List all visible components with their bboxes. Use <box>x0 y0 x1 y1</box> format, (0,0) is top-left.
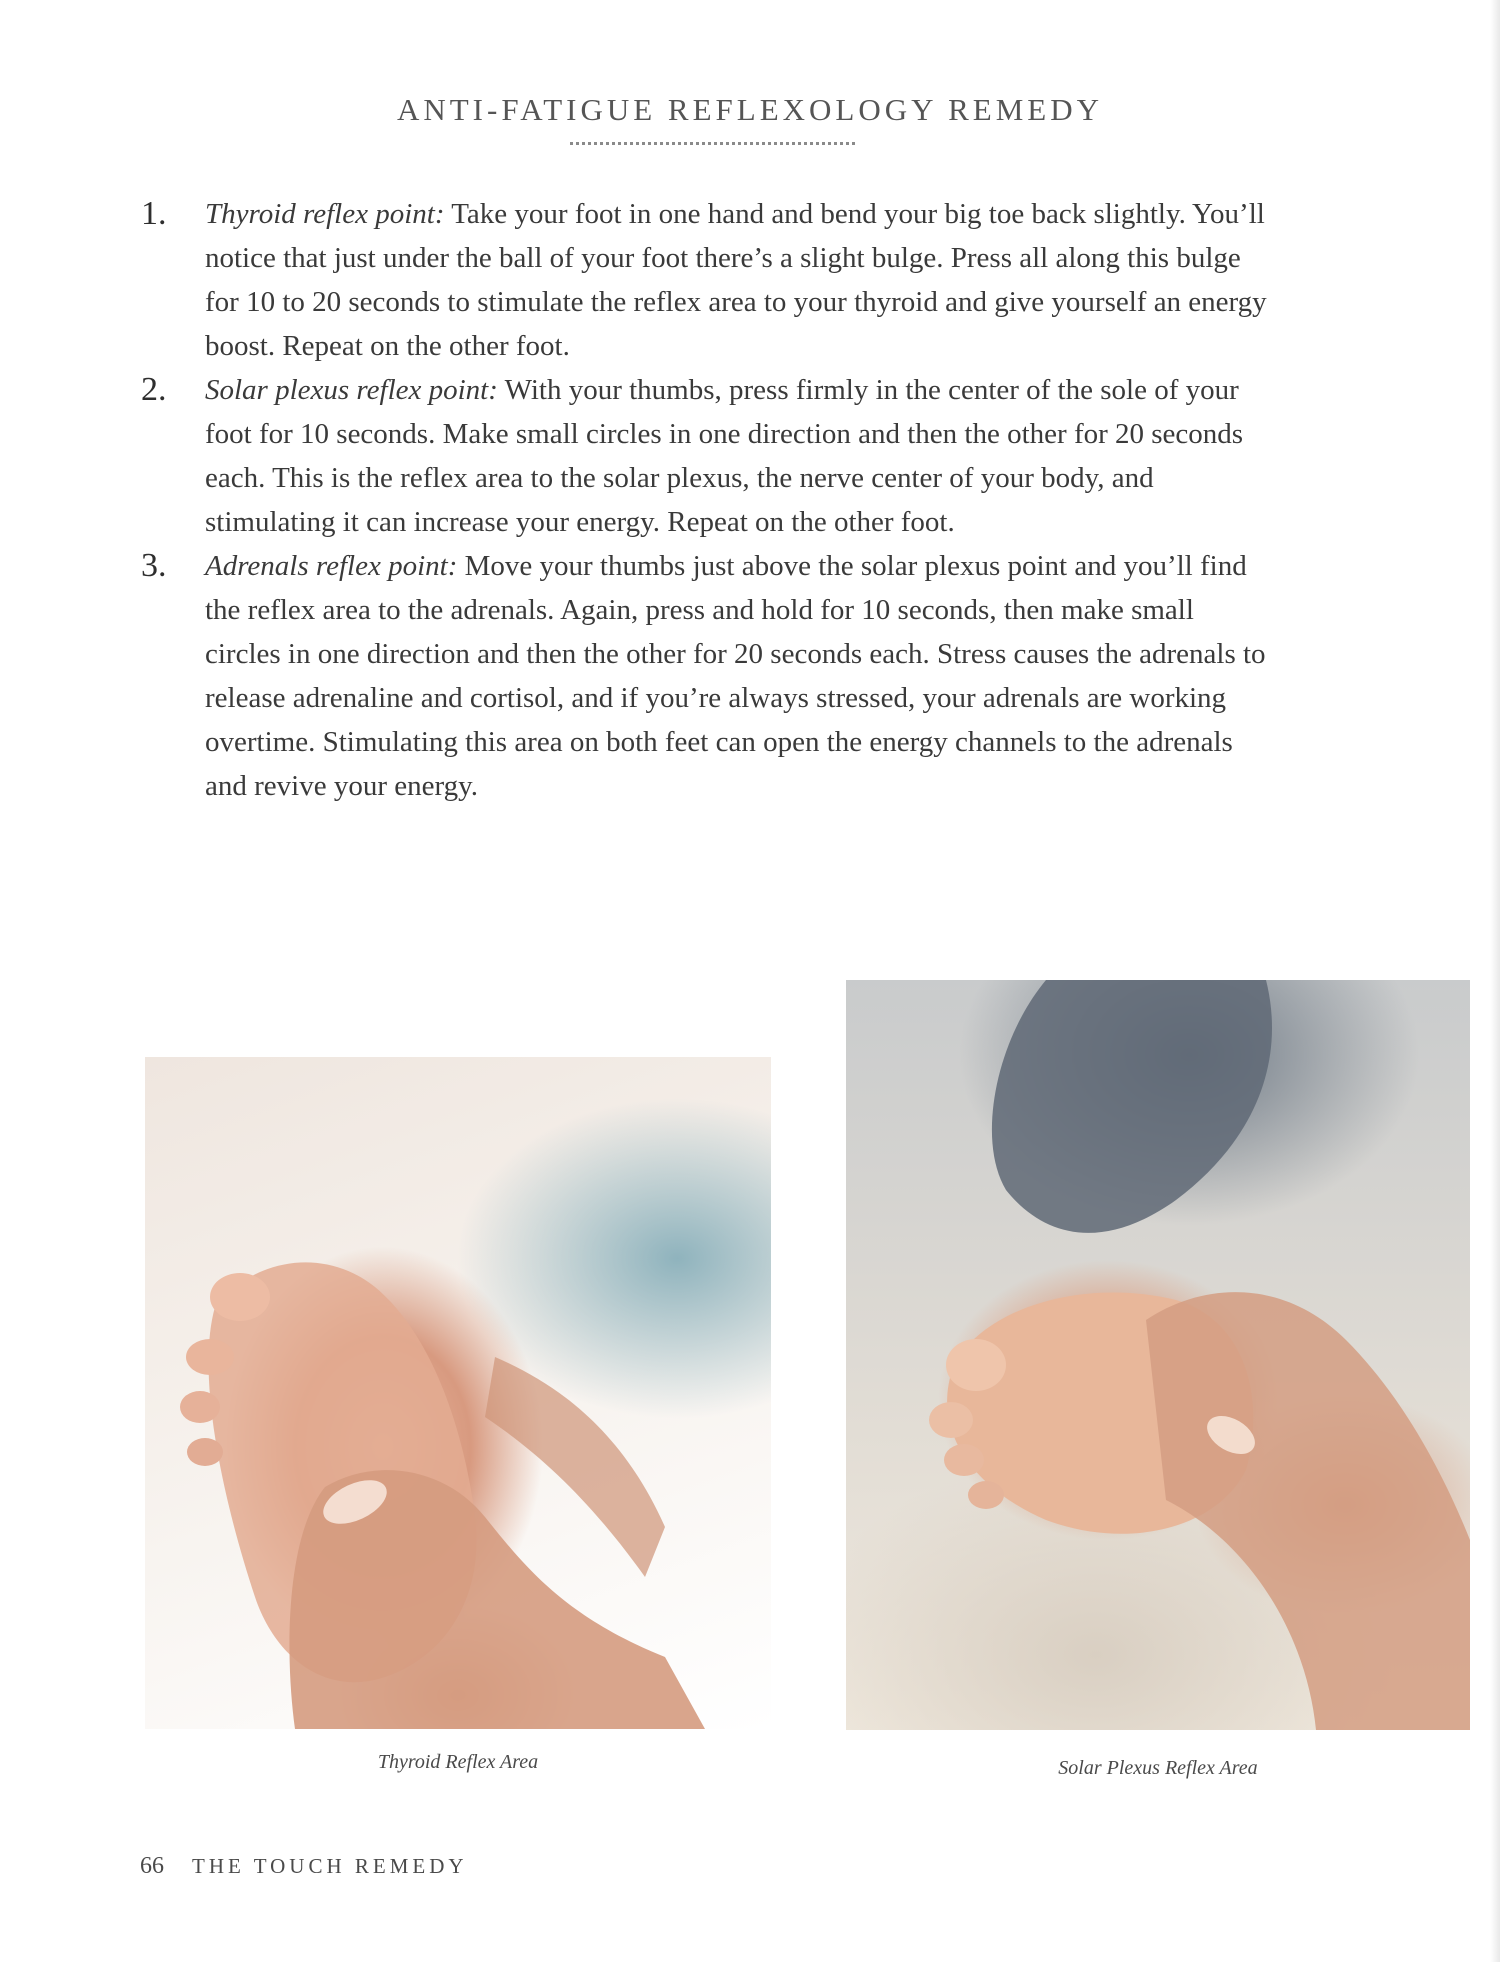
steps-list <box>135 192 1275 808</box>
solar-plexus-reflex-photo <box>846 980 1470 1730</box>
page-edge <box>1490 0 1500 1962</box>
figure-caption-thyroid: Thyroid Reflex Area <box>377 1751 539 1773</box>
foot-illustration <box>846 980 1470 1730</box>
page-number: 66 <box>140 1853 164 1879</box>
step-item-1 <box>135 192 1275 368</box>
foot-illustration <box>145 1057 771 1729</box>
thyroid-reflex-photo <box>145 1057 771 1729</box>
step-term: Adrenals reflex point: <box>205 550 458 582</box>
page-footer <box>140 1853 468 1880</box>
step-number: 2. <box>141 371 167 408</box>
page-title: ANTI-FATIGUE REFLEXOLOGY REMEDY <box>396 92 1104 127</box>
step-text: With your thumbs, press firmly in the center of the sole of your foot for 10 seconds. Make small circles in one direction and then the other for 20 seconds each. This is the reflex area to the solar plexus, the nerve center of your body, and stimulating it can increase your energy. Repeat on the other foot. <box>205 374 1244 538</box>
step-number: 1. <box>141 195 167 232</box>
running-title: THE TOUCH REMEDY <box>192 1854 468 1878</box>
step-number: 3. <box>141 547 167 584</box>
step-item-3 <box>135 544 1275 808</box>
step-text: Take your foot in one hand and bend your big toe back slightly. You’ll notice that just under the ball of your foot there’s a slight bulge. Press all along this bulge for 10 to 20 seconds to stimulate the reflex area to your thyroid and give yourself an energy boost. Repeat on the other foot. <box>205 198 1267 362</box>
step-term: Thyroid reflex point: <box>205 198 445 230</box>
step-item-2 <box>135 368 1275 544</box>
heading-divider <box>570 142 855 145</box>
figure-caption-solar-plexus: Solar Plexus Reflex Area <box>1058 1757 1258 1779</box>
step-text: Move your thumbs just above the solar plexus point and you’ll find the reflex area to the adrenals. Again, press and hold for 10 seconds, then make small circles in one direction and then the other for 20 seconds each. Stress causes the adrenals to release adrenaline and cortisol, and if you’re always stressed, your adrenals are working overtime. Stimulating this area on both feet can open the energy channels to the adrenals and revive your energy. <box>205 550 1266 802</box>
step-term: Solar plexus reflex point: <box>205 374 498 406</box>
